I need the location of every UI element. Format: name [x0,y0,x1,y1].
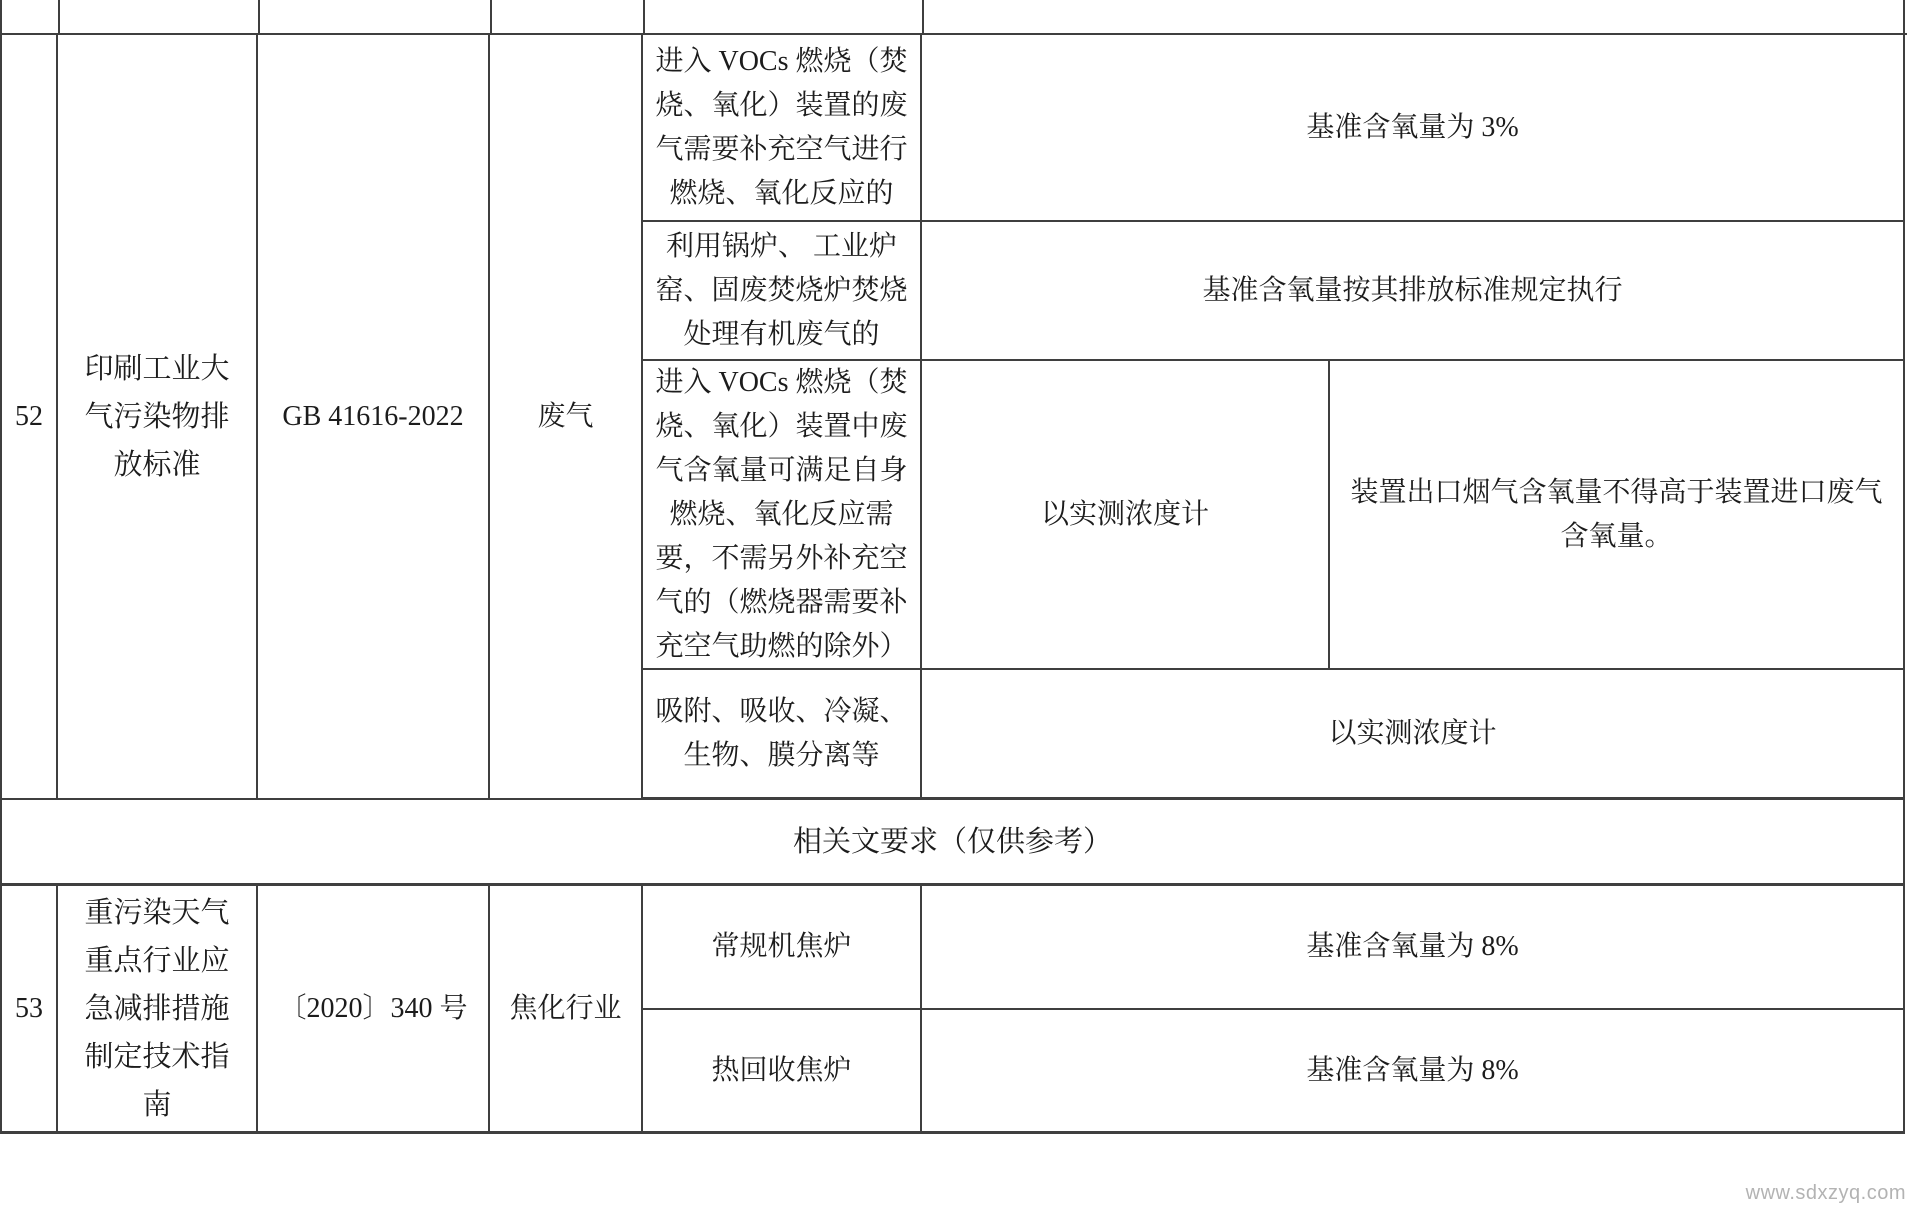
column-rule-stub [922,0,924,33]
column-rule-stub [1903,0,1905,33]
row53-document-number-cell: 〔2020〕340 号 [258,886,490,1134]
related-requirements-row: 相关文要求（仅供参考） [2,800,1905,886]
row53-index-cell: 53 [2,886,58,1134]
row52-condition-a-cell: 进入 VOCs 燃烧（焚烧、氧化）装置的废气需要补充空气进行燃烧、氧化反应的 [643,35,922,222]
row52-document-number-cell: GB 41616-2022 [258,35,490,800]
row53-value-b-cell: 基准含氧量为 8% [922,1010,1905,1134]
column-rule-stub [490,0,492,33]
row52-condition-b-cell: 利用锅炉、 工业炉窑、固废焚烧炉焚烧处理有机废气的 [643,222,922,361]
column-rule-stub [58,0,60,33]
column-rule-stub [0,0,2,33]
table-continuation-strip [0,0,1920,33]
row53-standard-name-cell: 重污染天气重点行业应急减排措施制定技术指南 [58,886,258,1134]
row52-index-cell: 52 [2,35,58,800]
column-rule-stub [643,0,645,33]
row53-condition-a-cell: 常规机焦炉 [643,886,922,1010]
row52-condition-c-cell: 进入 VOCs 燃烧（焚烧、氧化）装置中废气含氧量可满足自身燃烧、氧化反应需要，不需另外补充空气的（燃烧器需要补充空气助燃的除外） [643,361,922,670]
site-watermark: www.sdxzyq.com [1745,1182,1906,1204]
column-rule-stub [258,0,260,33]
row52-condition-d-cell: 吸附、吸收、冷凝、生物、膜分离等 [643,670,922,800]
row52-value-d-cell: 以实测浓度计 [922,670,1905,800]
standards-table [0,33,1907,1134]
row52-value-a-cell: 基准含氧量为 3% [922,35,1905,222]
row52-measure-c-cell: 以实测浓度计 [922,361,1330,670]
row52-note-c-cell: 装置出口烟气含氧量不得高于装置进口废气含氧量。 [1330,361,1905,670]
row53-condition-b-cell: 热回收焦炉 [643,1010,922,1134]
row52-standard-name-cell: 印刷工业大气污染物排放标准 [58,35,258,800]
row52-category-cell: 废气 [490,35,643,800]
row53-category-cell: 焦化行业 [490,886,643,1134]
row52-value-b-cell: 基准含氧量按其排放标准规定执行 [922,222,1905,361]
row53-value-a-cell: 基准含氧量为 8% [922,886,1905,1010]
